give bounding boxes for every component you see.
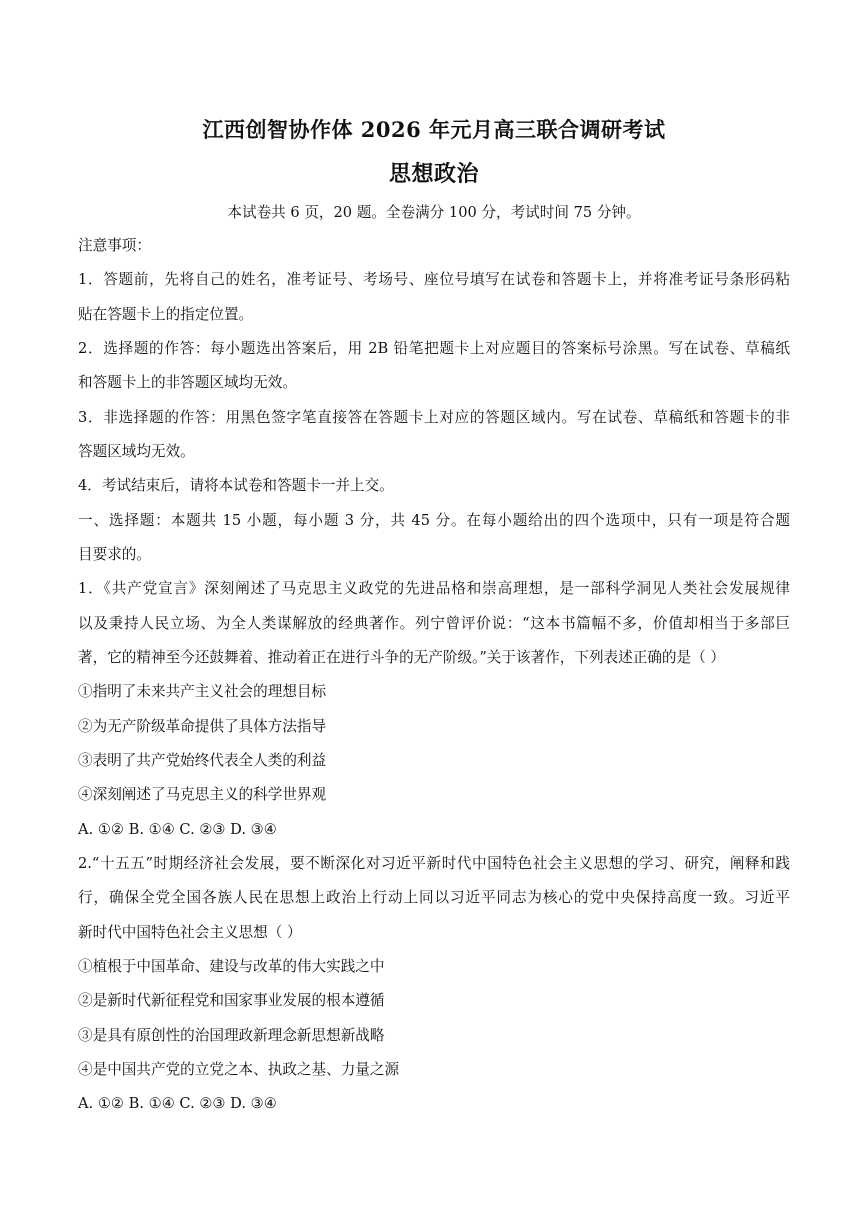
question-2-option-4: ④是中国共产党的立党之本、执政之基、力量之源	[78, 1061, 400, 1078]
question-1-line-3: 著，它的精神至今还鼓舞着、推动着正在进行斗争的无产阶级。”关于该著作，下列表述正确的是（ ）	[78, 649, 725, 666]
notice-item-1-line-2: 贴在答题卡上的指定位置。	[78, 306, 254, 323]
notice-item-3-line-2: 答题区域均无效。	[78, 443, 195, 460]
question-1-line-1: 1．《共产党宣言》深刻阐述了马克思主义政党的先进品格和崇高理想，是一部科学洞见人类社会发展规律	[78, 580, 790, 597]
notice-item-4: 4．考试结束后，请将本试卷和答题卡一并上交。	[78, 477, 394, 494]
question-2-option-2: ②是新时代新征程党和国家事业发展的根本遵循	[78, 992, 385, 1009]
notice-heading: 注意事项：	[78, 237, 151, 254]
notice-item-2-line-1: 2．选择题的作答：每小题选出答案后，用 2B 铅笔把题卡上对应题目的答案标号涂黑。写在试卷、草稿纸	[78, 340, 790, 357]
subject-title: 思想政治	[388, 161, 479, 187]
question-2-answers: A. ①② B. ①④ C. ②③ D. ③④	[78, 1095, 277, 1112]
exam-title: 江西创智协作体 2026 年元月高三联合调研考试	[202, 117, 666, 142]
notice-item-1-line-1: 1．答题前，先将自己的姓名，准考证号、考场号、座位号填写在试卷和答题卡上，并将准考证号条形码粘	[78, 271, 790, 288]
question-2-line-1: 2.“十五五”时期经济社会发展，要不断深化对习近平新时代中国特色社会主义思想的学习、研究，阐释和践	[78, 855, 790, 872]
notice-item-3-line-1: 3．非选择题的作答：用黑色签字笔直接答在答题卡上对应的答题区域内。写在试卷、草稿纸和答题卡的非	[78, 409, 790, 426]
notice-item-2-line-2: 和答题卡上的非答题区域均无效。	[78, 374, 297, 391]
section-heading-line-1: 一、选择题：本题共 15 小题，每小题 3 分，共 45 分。在每小题给出的四个选项中，只有一项是符合题	[78, 512, 790, 529]
question-1-option-1: ①指明了未来共产主义社会的理想目标	[78, 683, 327, 700]
question-1-option-2: ②为无产阶级革命提供了具体方法指导	[78, 718, 327, 735]
question-2-option-1: ①植根于中国革命、建设与改革的伟大实践之中	[78, 958, 385, 975]
question-2-line-3: 新时代中国特色社会主义思想（ ）	[78, 924, 302, 941]
question-2-option-3: ③是具有原创性的治国理政新理念新思想新战略	[78, 1027, 385, 1044]
question-1-answers: A. ①② B. ①④ C. ②③ D. ③④	[78, 821, 277, 838]
question-2-line-2: 行，确保全党全国各族人民在思想上政治上行动上同以习近平同志为核心的党中央保持高度一致。习近平	[78, 889, 790, 906]
question-1-line-2: 以及秉持人民立场、为全人类谋解放的经典著作。列宁曾评价说：“这本书篇幅不多，价值却相当于多部巨	[78, 615, 790, 632]
exam-info: 本试卷共 6 页，20 题。全卷满分 100 分，考试时间 75 分钟。	[227, 204, 641, 221]
section-heading-line-2: 目要求的。	[78, 546, 151, 563]
question-1-option-3: ③表明了共产党始终代表全人类的利益	[78, 752, 327, 769]
question-1-option-4: ④深刻阐述了马克思主义的科学世界观	[78, 786, 327, 803]
